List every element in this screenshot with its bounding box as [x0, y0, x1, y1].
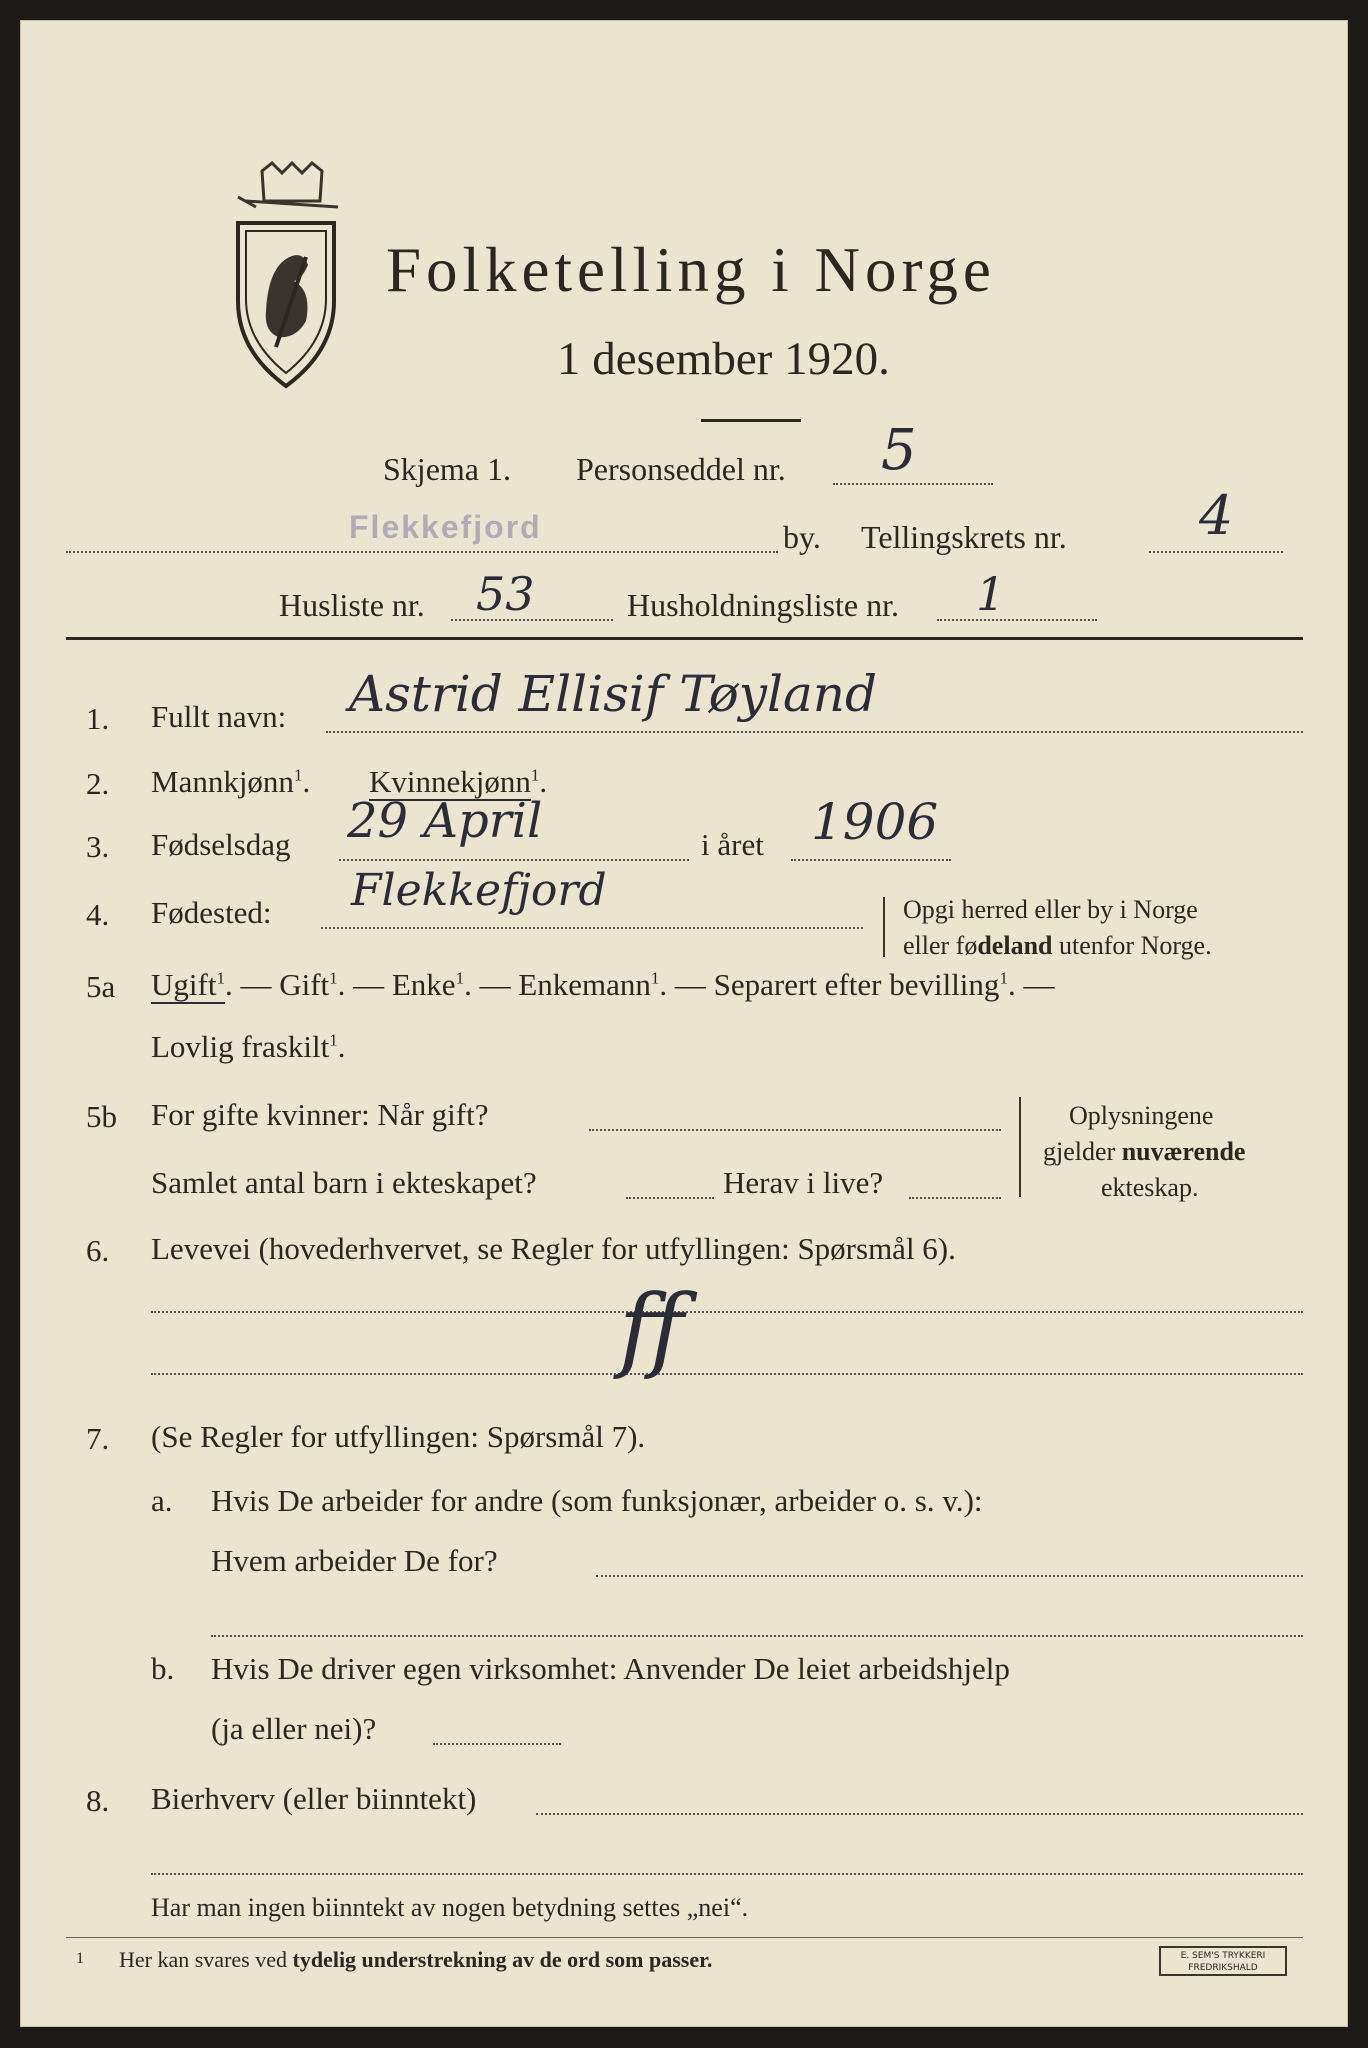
- q5b-note-3: ekteskap.: [1101, 1173, 1199, 1202]
- q3-day-value: 29 April: [347, 793, 543, 849]
- q7-number: 7.: [86, 1421, 110, 1456]
- q7a-letter: a.: [151, 1483, 173, 1518]
- form-title: Folketelling i Norge: [386, 235, 996, 305]
- q1-label: Fullt navn:: [151, 699, 287, 734]
- q6-value: ff: [619, 1275, 685, 1382]
- q8-label: Bierhverv (eller biinntekt): [151, 1781, 477, 1816]
- q7-label: (Se Regler for utfyllingen: Spørsmål 7).: [151, 1419, 646, 1454]
- husholdningsliste-value: 1: [976, 567, 1006, 621]
- q5b-label-1: For gifte kvinner: Når gift?: [151, 1097, 489, 1132]
- q6-field-2[interactable]: [151, 1373, 1303, 1375]
- personseddel-field[interactable]: [833, 483, 993, 485]
- q4-number: 4.: [86, 897, 110, 932]
- q7b-text: Hvis De driver egen virksomhet: Anvender De leiet arbeidshjelp: [211, 1651, 1010, 1686]
- q8-field-2[interactable]: [151, 1873, 1303, 1875]
- footnote-divider: [66, 1937, 1303, 1938]
- personseddel-label: Personseddel nr.: [576, 451, 786, 487]
- q4-note-line1: Opgi herred eller by i Norge: [903, 895, 1198, 924]
- footnote-marker: 1: [76, 1950, 84, 1967]
- by-label: by.: [783, 519, 821, 555]
- town-field[interactable]: [66, 551, 778, 553]
- personseddel-value: 5: [881, 418, 917, 483]
- q5b-label-2: Samlet antal barn i ekteskapet?: [151, 1165, 537, 1200]
- q3-year-field[interactable]: [791, 859, 951, 861]
- q7a-field-2[interactable]: [211, 1635, 1303, 1637]
- q3-day-field[interactable]: [339, 859, 689, 861]
- q5a-enkemann[interactable]: Enkemann$^1$: [518, 967, 660, 1002]
- footer-note: Har man ingen biinntekt av nogen betydning settes „nei“.: [151, 1893, 749, 1922]
- q5a-enke[interactable]: Enke$^1$: [391, 967, 465, 1002]
- tellingskrets-label: Tellingskrets nr.: [861, 519, 1067, 555]
- q2-number: 2.: [86, 766, 110, 801]
- q5b-children-field[interactable]: [626, 1197, 714, 1199]
- q6-field-1[interactable]: [151, 1311, 1303, 1313]
- husliste-label: Husliste nr.: [279, 587, 425, 623]
- printer-line-1: E. SEM'S TRYKKERI: [1180, 1951, 1266, 1961]
- q2-female[interactable]: Kvinnekjønn$^1$.: [369, 764, 548, 799]
- q5b-number: 5b: [86, 1099, 117, 1134]
- q4-note-brace: [883, 897, 885, 957]
- q5b-note-brace: [1019, 1097, 1021, 1197]
- q3-year-value: 1906: [811, 793, 939, 851]
- skjema-label: Skjema 1.: [383, 451, 511, 487]
- q7b-question: (ja eller nei)?: [211, 1711, 377, 1746]
- q5b-married-field[interactable]: [589, 1129, 1001, 1131]
- q3-label: Fødselsdag: [151, 827, 291, 862]
- footnote-text: Her kan svares ved tydelig understrekning av de ord som passer.: [119, 1947, 713, 1972]
- printer-stamp: [1159, 1946, 1287, 1976]
- q7a-question: Hvem arbeider De for?: [211, 1543, 498, 1578]
- q7b-field[interactable]: [433, 1743, 561, 1745]
- town-stamp: Flekkefjord: [349, 509, 542, 545]
- printer-line-2: FREDRIKSHALD: [1188, 1963, 1258, 1973]
- q3-number: 3.: [86, 829, 110, 864]
- q1-field[interactable]: [326, 731, 1303, 733]
- q1-value: Astrid Ellisif Tøyland: [349, 665, 878, 723]
- q5b-note-1: Oplysningene: [1069, 1101, 1214, 1130]
- q7a-text: Hvis De arbeider for andre (som funksjonær, arbeider o. s. v.):: [211, 1483, 983, 1518]
- census-form: [20, 20, 1348, 2027]
- husholdningsliste-label: Husholdningsliste nr.: [627, 587, 900, 623]
- census-date: 1 desember 1920.: [557, 333, 890, 385]
- q1-number: 1.: [86, 701, 110, 736]
- tellingskrets-value: 4: [1199, 484, 1234, 547]
- q6-number: 6.: [86, 1233, 110, 1268]
- q4-field[interactable]: [321, 927, 863, 929]
- q7b-letter: b.: [151, 1651, 175, 1686]
- q5b-alive-field[interactable]: [909, 1197, 1001, 1199]
- q8-field-1[interactable]: [536, 1813, 1303, 1815]
- coat-of-arms-icon: [216, 161, 356, 396]
- q5a-fraskilt[interactable]: Lovlig fraskilt$^1$.: [151, 1029, 346, 1064]
- q2-male: Mannkjønn$^1$.: [151, 764, 311, 799]
- husliste-value: 53: [476, 567, 535, 621]
- q5a-number: 5a: [86, 969, 116, 1004]
- tellingskrets-field[interactable]: [1149, 551, 1283, 553]
- q3-year-label: i året: [701, 827, 764, 862]
- husholdningsliste-field[interactable]: [937, 619, 1097, 621]
- title-underline: [701, 419, 801, 422]
- q5a-separert[interactable]: Separert efter bevilling$^1$: [713, 967, 1008, 1002]
- q5a-options: Ugift$^1$. — Gift$^1$. — Enke$^1$. — Enkemann$^1$. — Separert efter bevilling$^1$. —: [151, 967, 1055, 1002]
- q5b-note-2: gjelder nuværende: [1043, 1137, 1246, 1166]
- header-divider: [66, 637, 1303, 640]
- q4-label: Fødested:: [151, 895, 272, 930]
- q4-value: Flekkefjord: [351, 865, 607, 916]
- q8-number: 8.: [86, 1783, 110, 1818]
- q6-label: Levevei (hovederhvervet, se Regler for utfyllingen: Spørsmål 6).: [151, 1231, 956, 1266]
- q5a-gift[interactable]: Gift$^1$: [279, 967, 338, 1002]
- q7a-field-1[interactable]: [596, 1575, 1303, 1577]
- q5a-ugift[interactable]: Ugift$^1$: [151, 967, 225, 1002]
- q4-note-line2: eller fødeland utenfor Norge.: [903, 931, 1212, 960]
- q5b-label-3: Herav i live?: [723, 1165, 884, 1200]
